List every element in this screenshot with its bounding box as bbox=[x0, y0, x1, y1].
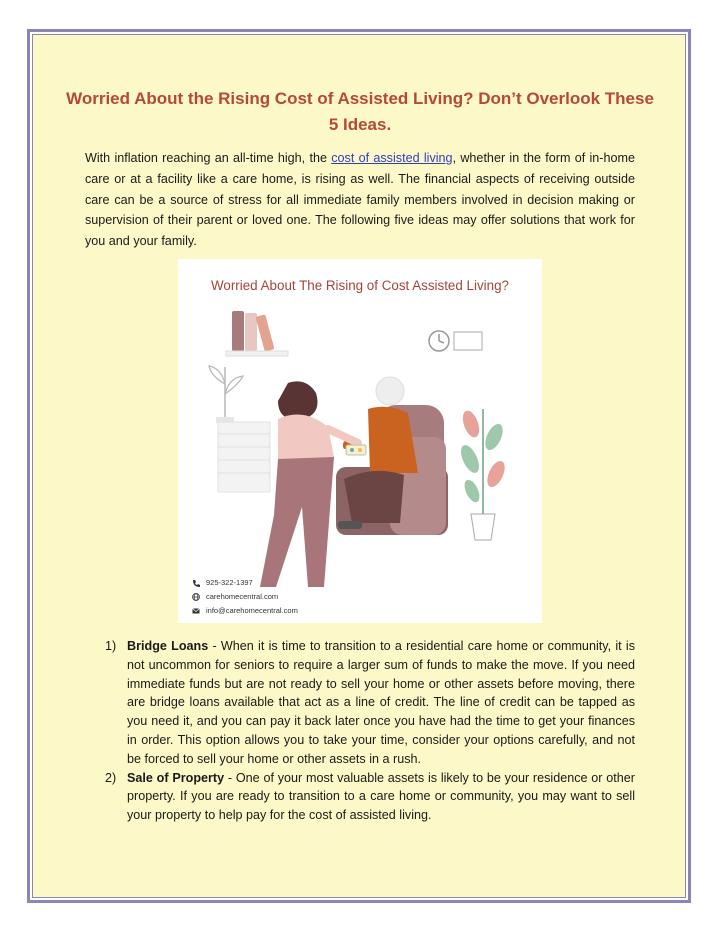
list-item-text: - One of your most valuable assets is likely to be your residence or other property. If you are ready to transition to a care home or community, you may want to sell your property to help pay for the cost of assisted living. bbox=[127, 770, 635, 823]
document-title: Worried About the Rising Cost of Assisted Living? Don’t Overlook These 5 Ideas. bbox=[66, 89, 654, 134]
contact-phone bbox=[192, 578, 253, 587]
caregiver-illustration bbox=[178, 259, 542, 623]
right-plant-icon bbox=[457, 408, 508, 540]
figure-title: Worried About The Rising of Cost Assisted Living? bbox=[211, 278, 509, 293]
illustration-figure bbox=[178, 259, 542, 623]
cost-of-assisted-living-link[interactable]: cost of assisted living bbox=[331, 151, 453, 165]
left-plant-icon bbox=[209, 366, 243, 423]
list-item-number: 2) bbox=[105, 770, 117, 785]
dresser-icon bbox=[218, 422, 270, 492]
intro-text-after: , whether in the form of in-home care or at a facility like a care home, is rising as well. The financial aspects of receiving outside care can be a source of stress for all immediate family members involved in decision making or supervision of their parent or loved one. The following five ideas may offer solutions that work for you and your family. bbox=[85, 151, 636, 249]
contact-website-text: carehomecentral.com bbox=[206, 592, 279, 601]
list-item-heading: Sale of Property bbox=[127, 770, 225, 785]
list-item-text: - When it is time to transition to a residential care home or community, it is not uncommon for seniors to require a larger sum of funds to make the move. If you need immediate funds but are not ready to sell your home or other assets before moving, there are bridge loans available that act as a line of credit. The line of credit can be tapped as you need it, and you can pay it back later once you have had the time to get your finances in order. This option allows you to take your time, consider your options carefully, and not be forced to sell your home or other assets in a rush. bbox=[127, 639, 635, 766]
contact-email-text: info@carehomecentral.com bbox=[206, 606, 298, 615]
globe-icon bbox=[192, 593, 200, 601]
intro-text-before: With inflation reaching an all-time high, the bbox=[85, 151, 332, 165]
intro-paragraph bbox=[85, 148, 635, 252]
wall-clock-icon bbox=[429, 331, 482, 351]
contact-email bbox=[192, 606, 298, 615]
mail-icon bbox=[192, 607, 200, 615]
list-item-number: 1) bbox=[105, 639, 117, 653]
contact-website bbox=[192, 592, 278, 601]
contact-phone-text: 925-322-1397 bbox=[206, 578, 253, 587]
medicine-tray-icon bbox=[346, 445, 366, 455]
list-item bbox=[105, 637, 635, 769]
bookshelf-icon bbox=[226, 311, 288, 356]
phone-icon bbox=[192, 579, 200, 587]
ideas-list bbox=[105, 637, 635, 825]
list-item-heading: Bridge Loans bbox=[127, 639, 209, 653]
list-item bbox=[105, 769, 635, 825]
